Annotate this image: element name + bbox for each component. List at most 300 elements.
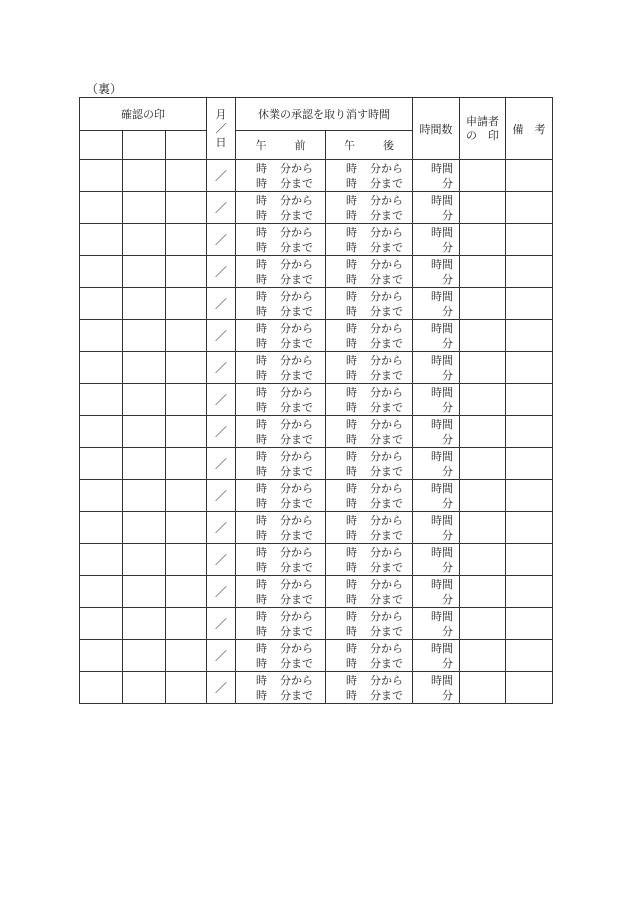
applicant-seal-cell[interactable] <box>460 544 506 576</box>
seal-cell[interactable] <box>166 320 207 352</box>
minutes-label: 分 <box>442 304 453 318</box>
pm-until-minute: 分まで <box>370 464 403 478</box>
pm-until-minute: 分まで <box>370 176 403 190</box>
seal-cell[interactable] <box>80 608 123 640</box>
date-cell[interactable] <box>207 256 236 288</box>
am-until-minute: 分まで <box>280 464 313 478</box>
pm-until-minute: 分まで <box>370 496 403 510</box>
pm-until-hour: 時 <box>346 464 357 478</box>
seal-cell[interactable] <box>123 608 166 640</box>
pm-time-cell[interactable] <box>326 608 413 640</box>
hours-header: 時間数 <box>413 98 460 160</box>
minutes-label: 分 <box>442 368 453 382</box>
pm-until-minute: 分まで <box>370 336 403 350</box>
seal-cell[interactable] <box>166 160 207 192</box>
am-header-a: 午 <box>255 139 267 152</box>
seal-cell[interactable] <box>166 352 207 384</box>
seal-cell[interactable] <box>166 576 207 608</box>
seal-cell[interactable] <box>166 448 207 480</box>
pm-from-hour: 時 <box>346 289 357 303</box>
am-from-hour: 時 <box>256 225 267 239</box>
hours-label: 時間 <box>431 193 453 207</box>
seal-cell[interactable] <box>123 480 166 512</box>
seal-cell[interactable] <box>123 576 166 608</box>
applicant-seal-cell[interactable] <box>460 512 506 544</box>
pm-time-cell[interactable] <box>326 384 413 416</box>
date-cell[interactable] <box>207 384 236 416</box>
am-time-cell[interactable] <box>236 288 326 320</box>
pm-time-cell[interactable] <box>326 256 413 288</box>
pm-from-hour: 時 <box>346 577 357 591</box>
remarks-cell[interactable] <box>506 512 553 544</box>
seal-cell[interactable] <box>166 512 207 544</box>
am-until-hour: 時 <box>256 272 267 286</box>
pm-until-hour: 時 <box>346 304 357 318</box>
seal-cell[interactable] <box>166 672 207 704</box>
am-from-hour: 時 <box>256 193 267 207</box>
pm-until-hour: 時 <box>346 208 357 222</box>
applicant-seal-cell[interactable] <box>460 192 506 224</box>
am-from-hour: 時 <box>256 641 267 655</box>
remarks-cell[interactable] <box>506 640 553 672</box>
pm-from-hour: 時 <box>346 385 357 399</box>
seal-cell[interactable] <box>166 224 207 256</box>
pm-from-hour: 時 <box>346 449 357 463</box>
am-time-cell[interactable] <box>236 352 326 384</box>
hours-cell[interactable] <box>413 512 460 544</box>
hours-cell[interactable] <box>413 320 460 352</box>
hours-cell[interactable] <box>413 416 460 448</box>
minutes-label: 分 <box>442 240 453 254</box>
hours-cell[interactable] <box>413 608 460 640</box>
am-until-hour: 時 <box>256 240 267 254</box>
seal-cell[interactable] <box>123 512 166 544</box>
am-from-hour: 時 <box>256 577 267 591</box>
minutes-label: 分 <box>442 400 453 414</box>
table-row <box>80 384 553 416</box>
hours-cell[interactable] <box>413 576 460 608</box>
pm-header-b: 後 <box>383 139 394 152</box>
am-from-hour: 時 <box>256 289 267 303</box>
confirm-seal-header: 確認の印 <box>80 98 207 131</box>
remarks-cell[interactable] <box>506 352 553 384</box>
hours-cell[interactable] <box>413 448 460 480</box>
am-from-minute: 分から <box>280 161 313 175</box>
applicant-seal-cell[interactable] <box>460 224 506 256</box>
seal-cell[interactable] <box>80 352 123 384</box>
seal-cell[interactable] <box>80 288 123 320</box>
am-time-cell[interactable] <box>236 640 326 672</box>
seal-cell[interactable] <box>80 448 123 480</box>
date-slash: ／ <box>214 553 227 567</box>
am-from-hour: 時 <box>256 257 267 271</box>
am-until-hour: 時 <box>256 368 267 382</box>
pm-until-minute: 分まで <box>370 240 403 254</box>
pm-until-hour: 時 <box>346 368 357 382</box>
am-time-cell[interactable] <box>236 384 326 416</box>
seal-cell[interactable] <box>166 288 207 320</box>
am-time-cell[interactable] <box>236 160 326 192</box>
pm-from-hour: 時 <box>346 321 357 335</box>
hours-label: 時間 <box>431 513 453 527</box>
table-row <box>80 160 553 192</box>
seal-box[interactable] <box>166 131 207 160</box>
pm-from-hour: 時 <box>346 193 357 207</box>
table-row <box>80 608 553 640</box>
hours-label: 時間 <box>431 353 453 367</box>
pm-from-hour: 時 <box>346 225 357 239</box>
applicant-seal-cell[interactable] <box>460 448 506 480</box>
seal-cell[interactable] <box>80 256 123 288</box>
pm-header-a: 午 <box>344 139 355 152</box>
pm-until-hour: 時 <box>346 560 357 574</box>
date-slash: ／ <box>214 201 227 215</box>
seal-cell[interactable] <box>123 160 166 192</box>
remarks-cell[interactable] <box>506 224 553 256</box>
pm-until-hour: 時 <box>346 656 357 670</box>
pm-until-hour: 時 <box>346 400 357 414</box>
applicant-seal-cell[interactable] <box>460 256 506 288</box>
am-time-cell[interactable] <box>236 224 326 256</box>
applicant-seal-cell[interactable] <box>460 640 506 672</box>
minutes-label: 分 <box>442 592 453 606</box>
am-time-cell[interactable] <box>236 192 326 224</box>
am-until-hour: 時 <box>256 464 267 478</box>
applicant-seal-cell[interactable] <box>460 384 506 416</box>
date-slash: ／ <box>214 233 227 247</box>
seal-cell[interactable] <box>80 512 123 544</box>
date-slash: ／ <box>214 329 227 343</box>
table-row <box>80 480 553 512</box>
hours-cell[interactable] <box>413 672 460 704</box>
remarks-cell[interactable] <box>506 448 553 480</box>
am-from-hour: 時 <box>256 513 267 527</box>
date-cell[interactable] <box>207 352 236 384</box>
remarks-cell[interactable] <box>506 320 553 352</box>
pm-time-cell[interactable] <box>326 160 413 192</box>
hours-label: 時間 <box>431 161 453 175</box>
am-until-hour: 時 <box>256 560 267 574</box>
date-slash: ／ <box>214 169 227 183</box>
am-until-hour: 時 <box>256 336 267 350</box>
pm-until-hour: 時 <box>346 432 357 446</box>
table-row <box>80 224 553 256</box>
applicant-seal-cell[interactable] <box>460 288 506 320</box>
am-until-minute: 分まで <box>280 368 313 382</box>
am-until-minute: 分まで <box>280 240 313 254</box>
seal-cell[interactable] <box>80 416 123 448</box>
slash-label: ／ <box>215 121 227 135</box>
seal-cell[interactable] <box>166 256 207 288</box>
am-until-minute: 分まで <box>280 400 313 414</box>
seal-cell[interactable] <box>166 544 207 576</box>
am-from-minute: 分から <box>280 673 313 687</box>
applicant-seal-cell[interactable] <box>460 416 506 448</box>
seal-cell[interactable] <box>80 544 123 576</box>
seal-cell[interactable] <box>123 256 166 288</box>
seal-cell[interactable] <box>123 544 166 576</box>
date-cell[interactable] <box>207 640 236 672</box>
am-until-hour: 時 <box>256 592 267 606</box>
pm-until-minute: 分まで <box>370 432 403 446</box>
hours-cell[interactable] <box>413 192 460 224</box>
applicant-seal-cell[interactable] <box>460 480 506 512</box>
applicant-seal-header <box>460 98 506 160</box>
hours-label: 時間 <box>431 289 453 303</box>
pm-until-minute: 分まで <box>370 528 403 542</box>
remarks-cell[interactable] <box>506 608 553 640</box>
seal-cell[interactable] <box>123 384 166 416</box>
seal-cell[interactable] <box>123 416 166 448</box>
pm-from-minute: 分から <box>370 545 403 559</box>
applicant-seal-cell[interactable] <box>460 160 506 192</box>
minutes-label: 分 <box>442 432 453 446</box>
applicant-seal-cell[interactable] <box>460 320 506 352</box>
hours-label: 時間 <box>431 545 453 559</box>
pm-from-minute: 分から <box>370 385 403 399</box>
seal-cell[interactable] <box>166 480 207 512</box>
date-cell[interactable] <box>207 320 236 352</box>
pm-time-cell[interactable] <box>326 416 413 448</box>
table-row <box>80 544 553 576</box>
seal-box[interactable] <box>123 131 166 160</box>
leave-cancellation-table <box>79 97 553 704</box>
remarks-cell[interactable] <box>506 160 553 192</box>
seal-cell[interactable] <box>80 480 123 512</box>
seal-cell[interactable] <box>80 192 123 224</box>
seal-cell[interactable] <box>80 320 123 352</box>
date-slash: ／ <box>214 617 227 631</box>
am-from-minute: 分から <box>280 449 313 463</box>
date-cell[interactable] <box>207 512 236 544</box>
applicant-seal-cell[interactable] <box>460 576 506 608</box>
am-from-minute: 分から <box>280 577 313 591</box>
seal-cell[interactable] <box>80 640 123 672</box>
seal-cell[interactable] <box>166 192 207 224</box>
date-slash: ／ <box>214 649 227 663</box>
date-cell[interactable] <box>207 160 236 192</box>
hours-cell[interactable] <box>413 160 460 192</box>
date-slash: ／ <box>214 393 227 407</box>
hours-label: 時間 <box>431 257 453 271</box>
am-from-hour: 時 <box>256 609 267 623</box>
seal-cell[interactable] <box>123 672 166 704</box>
hours-cell[interactable] <box>413 224 460 256</box>
applicant-seal-line1: 申請者 <box>466 114 499 128</box>
am-time-cell[interactable] <box>236 608 326 640</box>
am-time-cell[interactable] <box>236 256 326 288</box>
seal-cell[interactable] <box>80 224 123 256</box>
minutes-label: 分 <box>442 272 453 286</box>
pm-from-hour: 時 <box>346 673 357 687</box>
seal-cell[interactable] <box>123 192 166 224</box>
am-until-minute: 分まで <box>280 336 313 350</box>
seal-cell[interactable] <box>166 608 207 640</box>
am-time-cell[interactable] <box>236 512 326 544</box>
date-cell[interactable] <box>207 576 236 608</box>
hours-cell[interactable] <box>413 256 460 288</box>
date-slash: ／ <box>214 265 227 279</box>
seal-cell[interactable] <box>80 576 123 608</box>
am-until-minute: 分まで <box>280 656 313 670</box>
remarks-cell[interactable] <box>506 192 553 224</box>
date-cell[interactable] <box>207 224 236 256</box>
pm-until-hour: 時 <box>346 176 357 190</box>
am-from-minute: 分から <box>280 321 313 335</box>
pm-from-minute: 分から <box>370 449 403 463</box>
cancel-approval-header: 休業の承認を取り消す時間 <box>236 98 413 131</box>
seal-box[interactable] <box>80 131 123 160</box>
seal-cell[interactable] <box>166 384 207 416</box>
seal-cell[interactable] <box>80 672 123 704</box>
hours-cell[interactable] <box>413 384 460 416</box>
day-label: 日 <box>215 135 227 149</box>
minutes-label: 分 <box>442 176 453 190</box>
am-from-hour: 時 <box>256 353 267 367</box>
page-side-label: （裏） <box>86 82 123 96</box>
seal-cell[interactable] <box>80 384 123 416</box>
am-time-cell[interactable] <box>236 416 326 448</box>
table-row <box>80 352 553 384</box>
pm-until-hour: 時 <box>346 336 357 350</box>
am-time-cell[interactable] <box>236 480 326 512</box>
minutes-label: 分 <box>442 656 453 670</box>
am-until-minute: 分まで <box>280 176 313 190</box>
am-until-hour: 時 <box>256 496 267 510</box>
hours-cell[interactable] <box>413 640 460 672</box>
pm-until-hour: 時 <box>346 240 357 254</box>
am-until-hour: 時 <box>256 688 267 702</box>
applicant-seal-cell[interactable] <box>460 352 506 384</box>
seal-cell[interactable] <box>166 640 207 672</box>
date-slash: ／ <box>214 585 227 599</box>
am-from-hour: 時 <box>256 673 267 687</box>
am-from-minute: 分から <box>280 417 313 431</box>
am-until-minute: 分まで <box>280 560 313 574</box>
seal-cell[interactable] <box>123 448 166 480</box>
date-cell[interactable] <box>207 544 236 576</box>
date-cell[interactable] <box>207 608 236 640</box>
pm-until-minute: 分まで <box>370 304 403 318</box>
date-cell[interactable] <box>207 672 236 704</box>
am-time-cell[interactable] <box>236 448 326 480</box>
pm-time-cell[interactable] <box>326 640 413 672</box>
hours-cell[interactable] <box>413 352 460 384</box>
am-until-hour: 時 <box>256 400 267 414</box>
seal-cell[interactable] <box>123 288 166 320</box>
date-cell[interactable] <box>207 480 236 512</box>
remarks-cell[interactable] <box>506 416 553 448</box>
pm-from-minute: 分から <box>370 577 403 591</box>
hours-label: 時間 <box>431 449 453 463</box>
seal-cell[interactable] <box>123 320 166 352</box>
date-cell[interactable] <box>207 416 236 448</box>
am-until-hour: 時 <box>256 208 267 222</box>
hours-cell[interactable] <box>413 288 460 320</box>
am-time-cell[interactable] <box>236 544 326 576</box>
seal-cell[interactable] <box>123 224 166 256</box>
minutes-label: 分 <box>442 496 453 510</box>
remarks-cell[interactable] <box>506 480 553 512</box>
pm-time-cell[interactable] <box>326 576 413 608</box>
date-cell[interactable] <box>207 448 236 480</box>
am-from-minute: 分から <box>280 385 313 399</box>
date-slash: ／ <box>214 457 227 471</box>
pm-from-hour: 時 <box>346 257 357 271</box>
date-slash: ／ <box>214 425 227 439</box>
am-time-cell[interactable] <box>236 672 326 704</box>
remarks-cell[interactable] <box>506 576 553 608</box>
am-from-minute: 分から <box>280 609 313 623</box>
am-time-cell[interactable] <box>236 576 326 608</box>
pm-from-minute: 分から <box>370 257 403 271</box>
pm-until-minute: 分まで <box>370 208 403 222</box>
date-cell[interactable] <box>207 288 236 320</box>
seal-cell[interactable] <box>123 640 166 672</box>
pm-from-minute: 分から <box>370 417 403 431</box>
pm-time-cell[interactable] <box>326 320 413 352</box>
seal-cell[interactable] <box>80 160 123 192</box>
pm-from-minute: 分から <box>370 161 403 175</box>
pm-time-cell[interactable] <box>326 288 413 320</box>
hours-cell[interactable] <box>413 544 460 576</box>
remarks-cell[interactable] <box>506 544 553 576</box>
am-until-hour: 時 <box>256 624 267 638</box>
remarks-cell[interactable] <box>506 384 553 416</box>
pm-from-hour: 時 <box>346 481 357 495</box>
hours-label: 時間 <box>431 577 453 591</box>
am-from-minute: 分から <box>280 257 313 271</box>
minutes-label: 分 <box>442 624 453 638</box>
date-slash: ／ <box>214 521 227 535</box>
hours-cell[interactable] <box>413 480 460 512</box>
am-from-hour: 時 <box>256 417 267 431</box>
am-until-hour: 時 <box>256 304 267 318</box>
seal-cell[interactable] <box>166 416 207 448</box>
pm-time-cell[interactable] <box>326 672 413 704</box>
pm-time-cell[interactable] <box>326 192 413 224</box>
remarks-header: 備 考 <box>506 98 553 160</box>
pm-until-hour: 時 <box>346 496 357 510</box>
am-time-cell[interactable] <box>236 320 326 352</box>
month-label: 月 <box>215 107 227 121</box>
table-row <box>80 576 553 608</box>
hours-label: 時間 <box>431 481 453 495</box>
pm-time-cell[interactable] <box>326 480 413 512</box>
pm-time-cell[interactable] <box>326 224 413 256</box>
applicant-seal-cell[interactable] <box>460 672 506 704</box>
seal-cell[interactable] <box>123 352 166 384</box>
pm-time-cell[interactable] <box>326 352 413 384</box>
pm-header <box>326 131 413 160</box>
am-from-hour: 時 <box>256 545 267 559</box>
pm-until-minute: 分まで <box>370 592 403 606</box>
am-from-minute: 分から <box>280 289 313 303</box>
remarks-cell[interactable] <box>506 672 553 704</box>
applicant-seal-cell[interactable] <box>460 608 506 640</box>
pm-time-cell[interactable] <box>326 512 413 544</box>
date-cell[interactable] <box>207 192 236 224</box>
pm-time-cell[interactable] <box>326 544 413 576</box>
table-row <box>80 416 553 448</box>
pm-time-cell[interactable] <box>326 448 413 480</box>
remarks-cell[interactable] <box>506 288 553 320</box>
remarks-cell[interactable] <box>506 256 553 288</box>
am-until-minute: 分まで <box>280 208 313 222</box>
am-from-hour: 時 <box>256 321 267 335</box>
date-slash: ／ <box>214 297 227 311</box>
minutes-label: 分 <box>442 688 453 702</box>
